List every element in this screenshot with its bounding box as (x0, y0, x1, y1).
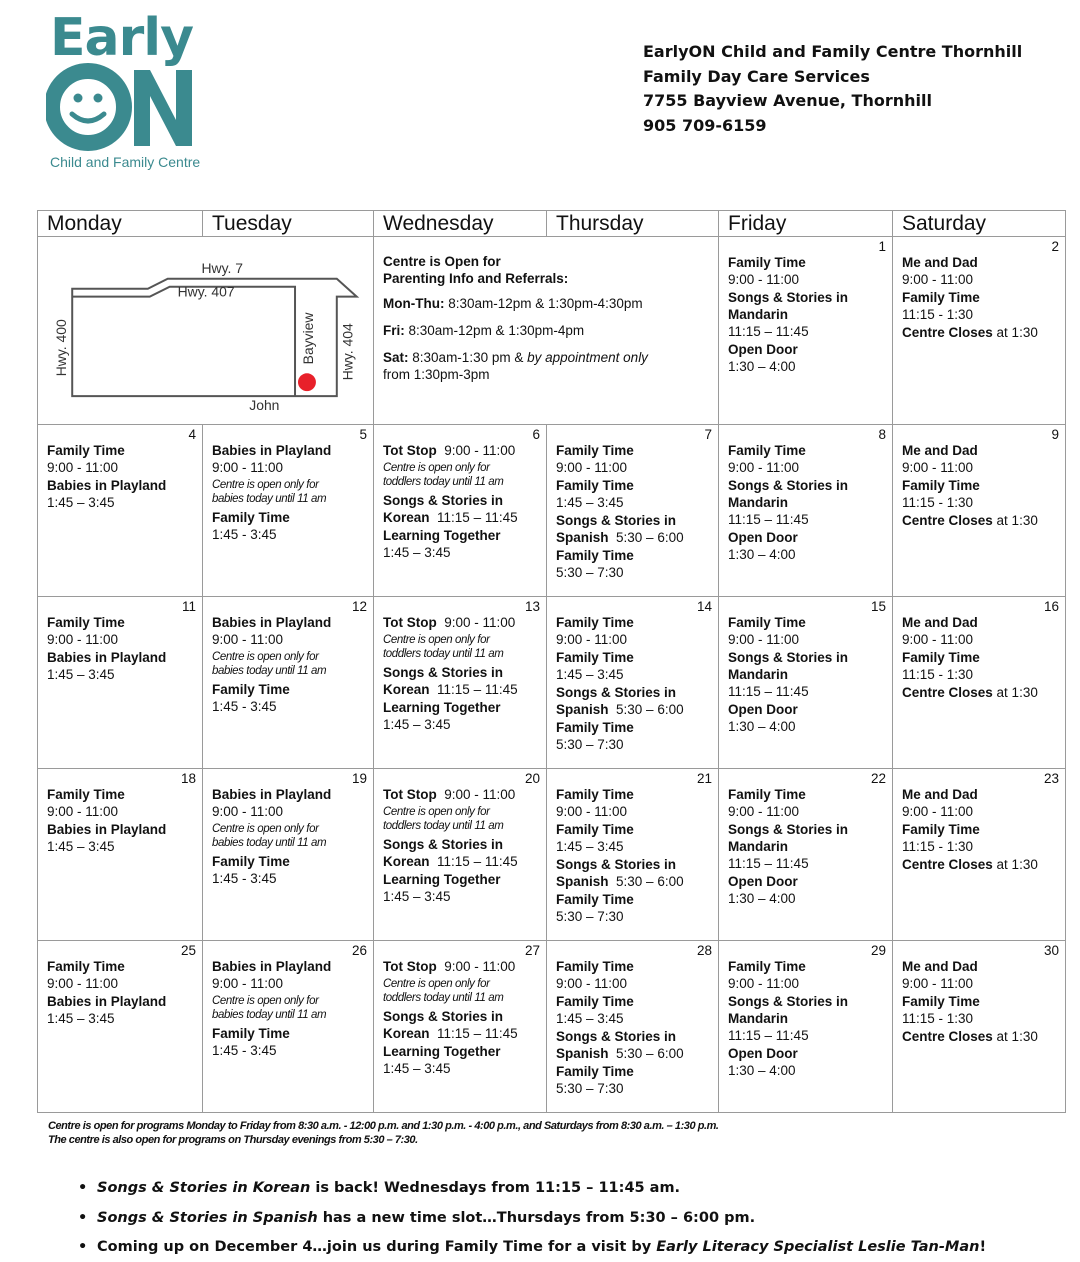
day-number: 25 (180, 943, 196, 958)
event-time: 5:30 – 7:30 (556, 737, 624, 752)
event-note: Centre is open only for babies today until 11 am (212, 823, 327, 849)
header-wednesday: Wednesday (374, 211, 547, 237)
event-time: 9:00 - 11:00 (212, 804, 284, 819)
event-time: 1:45 – 3:45 (47, 495, 115, 510)
event-title-cont: Mandarin (728, 307, 789, 322)
event-time: 9:00 - 11:00 (902, 460, 974, 475)
event-note: Centre is open only for toddlers today until 11 am (383, 806, 504, 832)
day-cell-wednesday (374, 769, 547, 941)
day-cell-thursday (547, 425, 719, 597)
day-number: 12 (351, 599, 367, 614)
event-title: Me and Dad (902, 959, 978, 974)
day-cell-saturday (893, 425, 1066, 597)
footnote-line-2: The centre is also open for programs on Thursday evenings from 5:30 – 7:30. (48, 1134, 418, 1146)
event-time: 1:30 – 4:00 (728, 1063, 796, 1078)
day-number: 16 (1043, 599, 1059, 614)
logo-smiley-o-icon (52, 71, 124, 143)
event-note: Centre is open only for toddlers today until 11 am (383, 634, 504, 660)
event-title: Family Time (556, 548, 634, 563)
event-title: Songs & Stories in (383, 493, 504, 508)
footnote-line-1: Centre is open for programs Monday to Friday from 8:30 a.m. - 12:00 p.m. and 1:30 p.m. - 4:00 p.m., and Saturdays from 8:30 a.m. – 1:30 p.m. (48, 1120, 719, 1132)
event-time: 1:45 – 3:45 (383, 717, 451, 732)
event-title: Family Time (556, 650, 634, 665)
monthly-calendar (37, 210, 1066, 1113)
day-number: 21 (696, 771, 712, 786)
centre-phone: 905 709-6159 (643, 115, 767, 135)
event-time: 9:00 - 11:00 (47, 804, 119, 819)
day-cell-tuesday (203, 769, 374, 941)
hours-fri: Fri: 8:30am-12pm & 1:30pm-4pm (383, 323, 585, 338)
event-title: Songs & Stories in (728, 994, 849, 1009)
map-label-john: John (249, 397, 280, 414)
day-number: 27 (524, 943, 540, 958)
event-title: Open Door (728, 702, 798, 717)
event-title: Family Time (728, 443, 806, 458)
event-time: 9:00 - 11:00 (556, 632, 628, 647)
event-title: Open Door (728, 874, 798, 889)
event-title: Family Time (556, 615, 634, 630)
event-title: Family Time (728, 787, 806, 802)
map-label-hwy404: Hwy. 404 (339, 323, 356, 381)
centre-name: EarlyON Child and Family Centre Thornhill (643, 42, 1023, 61)
event-time: 5:30 – 7:30 (556, 1081, 624, 1096)
event-time: 1:30 – 4:00 (728, 359, 796, 374)
day-cell-monday (38, 597, 203, 769)
day-number: 23 (1043, 771, 1059, 786)
event-time: 9:00 - 11:00 (47, 460, 119, 475)
info-heading-2: Parenting Info and Referrals: (383, 271, 569, 286)
event-time: 1:45 – 3:45 (556, 839, 624, 854)
calendar-week-row (38, 597, 1066, 769)
event-time: 5:30 – 6:00 (616, 530, 684, 545)
event-title: Family Time (47, 787, 125, 802)
event-time: 11:15 - 1:30 (902, 307, 974, 322)
event-time: 9:00 - 11:00 (902, 976, 974, 991)
day-cell-monday (38, 425, 203, 597)
map-label-hwy400: Hwy. 400 (53, 319, 70, 377)
day-number: 30 (1043, 943, 1059, 958)
event-time: 1:45 – 3:45 (383, 1061, 451, 1076)
day-number: 11 (181, 599, 196, 614)
header-tuesday: Tuesday (203, 211, 374, 237)
event-title: Family Time (212, 682, 290, 697)
event-time: 11:15 - 1:30 (902, 667, 974, 682)
logo-word-early: Early (50, 8, 193, 68)
event-time: 1:45 – 3:45 (556, 495, 624, 510)
day-cell-monday (38, 941, 203, 1113)
event-title: Family Time (556, 994, 634, 1009)
event-time: 9:00 - 11:00 (728, 804, 800, 819)
event-title: Songs & Stories in (556, 1029, 677, 1044)
day-cell-saturday (893, 597, 1066, 769)
day-number: 8 (878, 427, 886, 442)
event-title: Family Time (47, 959, 125, 974)
map-label-hwy407: Hwy. 407 (177, 283, 235, 300)
event-note: Centre is open only for babies today until 11 am (212, 651, 327, 677)
day-number: 7 (704, 427, 712, 442)
day-number: 5 (359, 427, 367, 442)
event-time: 11:15 – 11:45 (728, 1028, 809, 1043)
event-time: 9:00 - 11:00 (212, 632, 284, 647)
day-number: 28 (696, 943, 712, 958)
event-title-cont: Korean (383, 1026, 430, 1041)
event-time: 11:15 – 11:45 (728, 324, 809, 339)
event-time: 9:00 - 11:00 (47, 976, 119, 991)
day-cell-tuesday (203, 941, 374, 1113)
map-location-marker-icon (298, 373, 316, 391)
centre-address-block (643, 40, 1022, 138)
day-number: 19 (351, 771, 367, 786)
map-drawing (38, 237, 373, 424)
event-title: Learning Together (383, 1044, 501, 1059)
hours-mon-thu: Mon-Thu: 8:30am-12pm & 1:30pm-4:30pm (383, 296, 643, 311)
event-title: Family Time (212, 1026, 290, 1041)
day-cell-monday (38, 769, 203, 941)
event-time: 5:30 – 6:00 (616, 874, 684, 889)
event-title: Tot Stop (383, 959, 437, 974)
event-title: Family Time (902, 650, 980, 665)
event-title: Songs & Stories in (383, 837, 504, 852)
day-cell-thursday (547, 769, 719, 941)
day-number: 26 (351, 943, 367, 958)
event-title: Songs & Stories in (556, 857, 677, 872)
event-time: 9:00 - 11:00 (444, 959, 516, 974)
event-time: 9:00 - 11:00 (47, 632, 119, 647)
centre-address: 7755 Bayview Avenue, Thornhill (643, 91, 932, 110)
announcement-item: • Songs & Stories in Korean is back! Wednesdays from 11:15 – 11:45 am. (78, 1174, 986, 1204)
event-note: Centre is open only for toddlers today until 11 am (383, 462, 504, 488)
event-time: 9:00 - 11:00 (902, 632, 974, 647)
day-number: 13 (524, 599, 540, 614)
event-title-cont: Mandarin (728, 495, 789, 510)
event-time: 1:45 - 3:45 (212, 699, 277, 714)
event-title: Songs & Stories in (383, 1009, 504, 1024)
event-title: Family Time (728, 615, 806, 630)
event-title-cont: Mandarin (728, 667, 789, 682)
event-title: Songs & Stories in (728, 650, 849, 665)
event-title: Learning Together (383, 700, 501, 715)
day-cell-wednesday (374, 425, 547, 597)
event-title: Family Time (212, 854, 290, 869)
event-time: 9:00 - 11:00 (444, 787, 516, 802)
event-title: Learning Together (383, 872, 501, 887)
calendar-week-row (38, 237, 1066, 425)
calendar-week-row (38, 941, 1066, 1113)
event-title: Babies in Playland (47, 994, 167, 1009)
earlyon-logo (44, 8, 204, 173)
day-number: 20 (524, 771, 540, 786)
event-title: Me and Dad (902, 255, 978, 270)
event-time: 9:00 - 11:00 (444, 615, 516, 630)
event-time: 1:45 - 3:45 (212, 871, 277, 886)
day-cell-wednesday (374, 597, 547, 769)
event-title: Me and Dad (902, 443, 978, 458)
day-cell-tuesday (203, 425, 374, 597)
announcement-item: • Coming up on December 4…join us during Family Time for a visit by Early Literacy Specialist Leslie Tan-Man! (78, 1233, 986, 1262)
event-time: 11:15 – 11:45 (728, 512, 809, 527)
event-title: Family Time (728, 255, 806, 270)
event-title: Family Time (556, 1064, 634, 1079)
centre-service: Family Day Care Services (643, 66, 870, 86)
day-cell-friday (719, 597, 893, 769)
event-time: 11:15 - 1:30 (902, 1011, 974, 1026)
centre-closes-note: Centre Closes at 1:30 (902, 1029, 1038, 1044)
event-title: Songs & Stories in (728, 478, 849, 493)
day-number: 14 (696, 599, 712, 614)
event-time: 9:00 - 11:00 (212, 976, 284, 991)
event-time: 9:00 - 11:00 (444, 443, 516, 458)
hours-footnote (48, 1119, 719, 1147)
day-number: 9 (1051, 427, 1059, 442)
event-time: 11:15 – 11:45 (437, 854, 518, 869)
event-title: Me and Dad (902, 615, 978, 630)
event-title: Family Time (728, 959, 806, 974)
event-title: Babies in Playland (212, 787, 332, 802)
day-cell-saturday (893, 769, 1066, 941)
map-label-bayview: Bayview (299, 312, 316, 365)
event-title: Family Time (902, 822, 980, 837)
logo-subtitle: Child and Family Centre (50, 154, 201, 170)
event-title: Babies in Playland (47, 650, 167, 665)
day-cell-thursday (547, 597, 719, 769)
event-title-cont: Korean (383, 682, 430, 697)
event-title: Family Time (212, 510, 290, 525)
event-time: 9:00 - 11:00 (728, 460, 800, 475)
event-title: Babies in Playland (47, 822, 167, 837)
event-title: Songs & Stories in (383, 665, 504, 680)
map-label-hwy7: Hwy. 7 (201, 259, 243, 276)
event-time: 11:15 - 1:30 (902, 839, 974, 854)
event-time: 11:15 – 11:45 (437, 510, 518, 525)
event-time: 9:00 - 11:00 (212, 460, 284, 475)
event-title: Open Door (728, 342, 798, 357)
logo-n-letter (134, 70, 192, 146)
event-title-cont: Spanish (556, 702, 609, 717)
event-title: Tot Stop (383, 615, 437, 630)
event-note: Centre is open only for babies today until 11 am (212, 479, 327, 505)
header-friday: Friday (719, 211, 893, 237)
event-title: Family Time (556, 443, 634, 458)
event-title-cont: Korean (383, 854, 430, 869)
event-time: 1:30 – 4:00 (728, 719, 796, 734)
header-monday: Monday (38, 211, 203, 237)
event-title: Tot Stop (383, 443, 437, 458)
event-title: Songs & Stories in (556, 513, 677, 528)
event-title-cont: Korean (383, 510, 430, 525)
day-number: 2 (1051, 239, 1059, 254)
day-cell-friday (719, 237, 893, 425)
event-time: 9:00 - 11:00 (556, 804, 628, 819)
event-title: Family Time (556, 720, 634, 735)
event-title: Family Time (556, 892, 634, 907)
day-number: 6 (532, 427, 540, 442)
event-title: Family Time (47, 615, 125, 630)
centre-closes-note: Centre Closes at 1:30 (902, 857, 1038, 872)
event-time: 9:00 - 11:00 (556, 976, 628, 991)
event-title: Songs & Stories in (728, 290, 849, 305)
event-title-cont: Spanish (556, 1046, 609, 1061)
event-time: 5:30 – 6:00 (616, 702, 684, 717)
hours-sat: Sat: 8:30am-1:30 pm & by appointment only from 1:30pm-3pm (383, 350, 648, 382)
day-number: 1 (878, 239, 886, 254)
event-time: 11:15 – 11:45 (437, 682, 518, 697)
day-number: 4 (188, 427, 196, 442)
day-cell-friday (719, 769, 893, 941)
event-title: Family Time (556, 787, 634, 802)
event-time: 5:30 – 7:30 (556, 909, 624, 924)
day-cell-tuesday (203, 597, 374, 769)
header-saturday: Saturday (893, 211, 1066, 237)
event-time: 1:45 – 3:45 (556, 667, 624, 682)
location-map (38, 237, 374, 425)
event-title: Babies in Playland (212, 443, 332, 458)
calendar-header-row (38, 211, 1066, 237)
announcement-list (78, 1174, 986, 1262)
event-title: Tot Stop (383, 787, 437, 802)
day-number: 22 (870, 771, 886, 786)
event-time: 1:45 – 3:45 (47, 667, 115, 682)
event-title: Family Time (556, 822, 634, 837)
event-title-cont: Spanish (556, 874, 609, 889)
event-time: 11:15 - 1:30 (902, 495, 974, 510)
calendar-week-row (38, 769, 1066, 941)
event-title: Babies in Playland (47, 478, 167, 493)
event-time: 11:15 – 11:45 (437, 1026, 518, 1041)
event-time: 9:00 - 11:00 (728, 976, 800, 991)
event-time: 5:30 – 7:30 (556, 565, 624, 580)
event-title-cont: Spanish (556, 530, 609, 545)
event-title: Family Time (556, 959, 634, 974)
event-time: 1:45 - 3:45 (212, 1043, 277, 1058)
day-number: 15 (870, 599, 886, 614)
centre-hours-info (374, 237, 719, 425)
header-thursday: Thursday (547, 211, 719, 237)
day-number: 18 (180, 771, 196, 786)
event-note: Centre is open only for toddlers today until 11 am (383, 978, 504, 1004)
event-title: Family Time (902, 478, 980, 493)
event-time: 1:45 – 3:45 (383, 545, 451, 560)
centre-closes-note: Centre Closes at 1:30 (902, 325, 1038, 340)
logo-on-graphic (46, 62, 196, 152)
event-time: 9:00 - 11:00 (902, 804, 974, 819)
event-time: 9:00 - 11:00 (728, 632, 800, 647)
event-title: Babies in Playland (212, 615, 332, 630)
event-time: 1:45 – 3:45 (556, 1011, 624, 1026)
event-time: 9:00 - 11:00 (556, 460, 628, 475)
centre-closes-note: Centre Closes at 1:30 (902, 513, 1038, 528)
event-title: Learning Together (383, 528, 501, 543)
event-title: Family Time (902, 290, 980, 305)
event-time: 1:45 – 3:45 (47, 839, 115, 854)
event-title: Open Door (728, 1046, 798, 1061)
event-title: Family Time (556, 478, 634, 493)
day-cell-friday (719, 425, 893, 597)
day-cell-friday (719, 941, 893, 1113)
event-title: Songs & Stories in (556, 685, 677, 700)
event-time: 5:30 – 6:00 (616, 1046, 684, 1061)
centre-closes-note: Centre Closes at 1:30 (902, 685, 1038, 700)
event-title: Family Time (47, 443, 125, 458)
event-title: Songs & Stories in (728, 822, 849, 837)
day-cell-wednesday (374, 941, 547, 1113)
day-number: 29 (870, 943, 886, 958)
event-title: Babies in Playland (212, 959, 332, 974)
event-time: 1:45 – 3:45 (47, 1011, 115, 1026)
day-cell-saturday (893, 941, 1066, 1113)
event-time: 9:00 - 11:00 (902, 272, 974, 287)
announcement-item: • Songs & Stories in Spanish has a new time slot…Thursdays from 5:30 – 6:00 pm. (78, 1204, 986, 1234)
day-cell-thursday (547, 941, 719, 1113)
day-cell-saturday (893, 237, 1066, 425)
event-time: 1:30 – 4:00 (728, 547, 796, 562)
event-time: 11:15 – 11:45 (728, 856, 809, 871)
event-time: 11:15 – 11:45 (728, 684, 809, 699)
event-title: Open Door (728, 530, 798, 545)
event-title-cont: Mandarin (728, 839, 789, 854)
event-time: 1:45 – 3:45 (383, 889, 451, 904)
event-time: 1:30 – 4:00 (728, 891, 796, 906)
event-note: Centre is open only for babies today until 11 am (212, 995, 327, 1021)
event-title: Me and Dad (902, 787, 978, 802)
event-time: 9:00 - 11:00 (728, 272, 800, 287)
event-title: Family Time (902, 994, 980, 1009)
event-title-cont: Mandarin (728, 1011, 789, 1026)
calendar-week-row (38, 425, 1066, 597)
info-heading-1: Centre is Open for (383, 254, 501, 269)
event-time: 1:45 - 3:45 (212, 527, 277, 542)
